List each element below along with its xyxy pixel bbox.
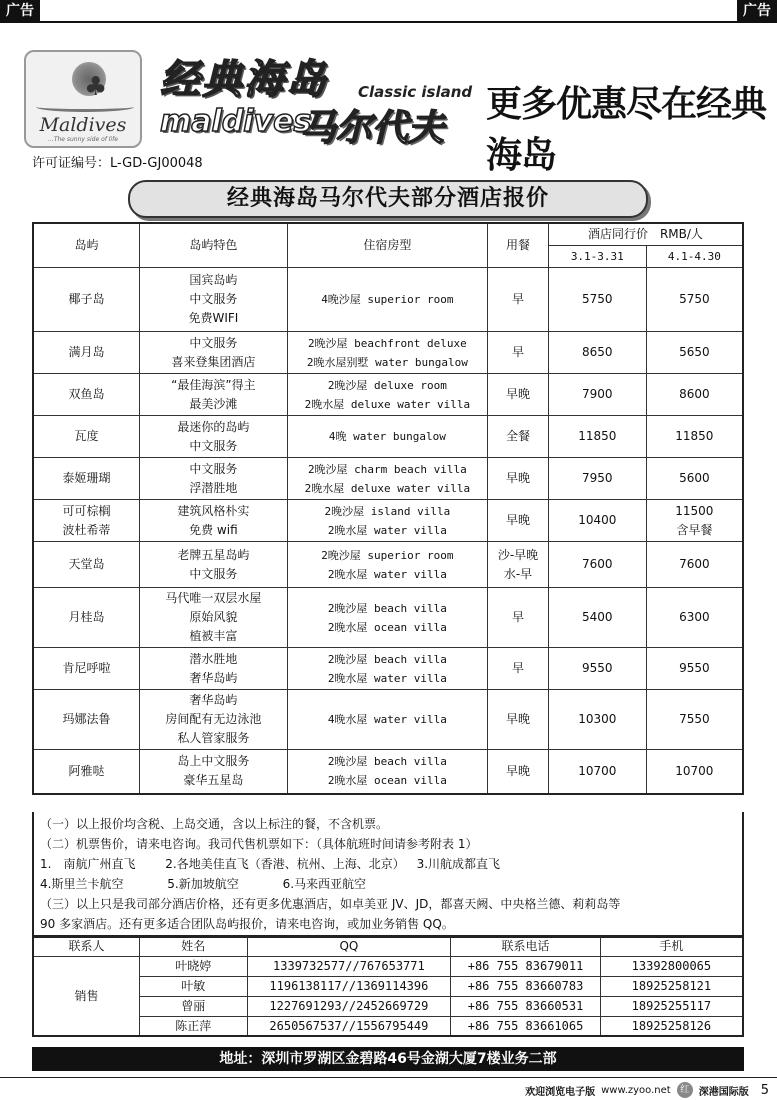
feature-cell-line: 植被丰富 xyxy=(189,629,238,643)
price-period-1-cell xyxy=(548,588,646,648)
license-number: 许可证编号：L-GD-GJ00048 xyxy=(32,156,203,171)
room-cell xyxy=(287,268,487,332)
price-period-1-cell-line: 5400 xyxy=(582,610,613,624)
room-cell-line: 4晚水屋 water villa xyxy=(327,713,447,726)
brand-name-en: maldives xyxy=(160,104,312,139)
price-period-2-cell-line: 含早餐 xyxy=(676,522,713,537)
price-period-1-cell-line: 10400 xyxy=(578,513,617,527)
contact-mobile-cell: 18925255117 xyxy=(600,996,743,1016)
page-number: 5 xyxy=(760,1082,769,1098)
meal-cell xyxy=(488,690,549,750)
meal-cell-line: 早晚 xyxy=(506,763,531,778)
price-period-2-cell-line: 8600 xyxy=(679,387,710,401)
price-period-1-cell xyxy=(548,268,646,332)
room-cell xyxy=(287,542,487,588)
price-period-2-cell xyxy=(646,648,743,690)
meal-cell-line: 沙-早晚 xyxy=(497,547,539,562)
price-period-2-cell-line: 5650 xyxy=(679,345,710,359)
island-cell xyxy=(33,332,140,374)
note-3a: （三）以上只是我司部分酒店价格，还有更多优惠酒店，如卓美亚 JV、JD，都喜天阙、中央格兰德、莉莉岛等 xyxy=(40,897,621,911)
header-meal: 用餐 xyxy=(488,223,549,268)
header-room: 住宿房型 xyxy=(287,223,487,268)
island-cell-line: 泰姬珊瑚 xyxy=(62,471,111,485)
price-period-1-cell-line: 10300 xyxy=(578,712,617,726)
flight-list-2 xyxy=(40,874,736,894)
room-cell-line: 2晚水屋 water villa xyxy=(327,671,447,685)
meal-cell xyxy=(488,268,549,332)
price-period-1-cell-line: 5750 xyxy=(582,292,613,306)
logo-tagline: ...The sunny side of life xyxy=(48,136,118,143)
price-period-2-cell xyxy=(646,268,743,332)
page-footer xyxy=(525,1082,769,1098)
room-cell-line: 2晚水屋 deluxe water villa xyxy=(304,397,471,411)
note-2: （二）机票售价，请来电咨询。我司代售机票如下：（具体航班时间请参考附表 1） xyxy=(40,837,478,851)
room-cell-line: 2晚水屋别墅 water bungalow xyxy=(306,355,468,369)
feature-cell-line: 免费 wifi xyxy=(189,522,238,537)
feature-cell-line: 浮潜胜地 xyxy=(189,480,238,495)
feature-cell xyxy=(140,268,288,332)
room-cell-line: 2晚水屋 ocean villa xyxy=(327,774,447,788)
hotel-row xyxy=(33,690,743,750)
price-period-2-cell xyxy=(646,458,743,500)
price-period-1-cell-line: 10700 xyxy=(578,763,617,778)
meal-cell xyxy=(488,332,549,374)
feature-cell-line: 岛上中文服务 xyxy=(177,754,250,769)
room-cell-line: 2晚沙屋 island villa xyxy=(324,504,451,518)
price-period-2-cell xyxy=(646,374,743,416)
contact-mobile-cell: 13392800065 xyxy=(600,956,743,976)
feature-cell xyxy=(140,416,288,458)
page-title: 经典海岛马尔代夫部分酒店报价 xyxy=(128,180,648,218)
room-cell xyxy=(287,416,487,458)
room-cell xyxy=(287,458,487,500)
slogan: 更多优惠尽在经典海岛 xyxy=(486,84,767,176)
island-cell xyxy=(33,690,140,750)
island-cell-line: 阿雅哒 xyxy=(68,763,105,778)
price-period-2-cell-line: 5600 xyxy=(679,471,710,485)
flight-list-1 xyxy=(40,854,736,874)
meal-cell-line: 早晚 xyxy=(506,387,531,401)
room-cell-line: 2晚沙屋 beach villa xyxy=(327,601,447,615)
price-period-1-cell-line: 11850 xyxy=(578,429,617,443)
maldives-logo xyxy=(24,50,142,148)
price-period-2-cell-line: 7600 xyxy=(679,557,710,571)
brand-name-cn: 经典海岛 xyxy=(160,57,328,103)
feature-cell-line: 喜来登集团酒店 xyxy=(171,354,256,369)
feature-cell-line: 豪华五星岛 xyxy=(183,773,244,788)
flight-item: 4.斯里兰卡航空 xyxy=(40,877,124,891)
island-cell xyxy=(33,588,140,648)
hotel-row xyxy=(33,648,743,690)
feature-cell-line: 奢华岛屿 xyxy=(189,670,238,685)
island-cell-line: 双鱼岛 xyxy=(68,387,105,401)
hotel-row xyxy=(33,374,743,416)
price-period-1-cell xyxy=(548,500,646,542)
island-cell xyxy=(33,458,140,500)
header-period-1: 3.1-3.31 xyxy=(548,246,646,268)
price-period-2-cell xyxy=(646,542,743,588)
price-period-1-cell xyxy=(548,690,646,750)
meal-cell-line: 早 xyxy=(512,610,525,624)
notes-section xyxy=(32,812,744,938)
flight-item: 5.新加坡航空 xyxy=(167,877,239,891)
price-period-1-cell xyxy=(548,416,646,458)
header-contact-qq: QQ xyxy=(247,936,451,956)
room-cell-line: 2晚沙屋 beach villa xyxy=(327,652,447,666)
island-cell-line: 肯尼呼啦 xyxy=(62,661,111,675)
feature-cell-line: 老牌五星岛屿 xyxy=(177,547,250,562)
feature-cell-line: 中文服务 xyxy=(189,438,238,453)
meal-cell-line: 早 xyxy=(512,292,525,306)
island-cell xyxy=(33,416,140,458)
meal-cell xyxy=(488,542,549,588)
hotel-row xyxy=(33,542,743,588)
price-period-2-cell-line: 9550 xyxy=(679,661,710,675)
price-period-2-cell-line: 6300 xyxy=(679,610,710,624)
price-period-1-cell xyxy=(548,458,646,500)
feature-cell xyxy=(140,690,288,750)
feature-cell-line: 最迷你的岛屿 xyxy=(177,419,250,434)
feature-cell-line: 最美沙滩 xyxy=(189,396,238,411)
room-cell xyxy=(287,374,487,416)
contact-name-cell: 叶敏 xyxy=(140,976,248,996)
feature-cell-line: 中文服务 xyxy=(189,335,238,350)
price-period-2-cell-line: 10700 xyxy=(675,763,714,778)
price-period-1-cell xyxy=(548,648,646,690)
price-period-1-cell-line: 7600 xyxy=(582,557,613,571)
feature-cell xyxy=(140,458,288,500)
contact-qq-cell: 2650567537//1556795449 xyxy=(247,1016,451,1036)
contact-phone-cell: +86 755 83660783 xyxy=(451,976,601,996)
contact-role-cell: 销售 xyxy=(33,956,140,1036)
price-period-2-cell xyxy=(646,588,743,648)
island-cell xyxy=(33,542,140,588)
contact-row xyxy=(33,1016,743,1036)
meal-cell xyxy=(488,648,549,690)
price-period-2-cell-line: 7550 xyxy=(679,712,710,726)
room-cell xyxy=(287,690,487,750)
island-cell xyxy=(33,648,140,690)
flight-item: 3.川航成都直飞 xyxy=(416,857,501,871)
price-period-2-cell xyxy=(646,332,743,374)
meal-cell xyxy=(488,588,549,648)
price-period-2-cell-line: 11850 xyxy=(675,429,714,443)
contact-row xyxy=(33,956,743,976)
price-period-2-cell xyxy=(646,750,743,794)
contact-qq-cell: 1227691293//2452669729 xyxy=(247,996,451,1016)
room-cell-line: 2晚沙屋 deluxe room xyxy=(327,378,447,392)
logo-text: Maldives xyxy=(39,114,127,136)
price-period-2-cell-line: 5750 xyxy=(679,292,710,306)
contact-name-cell: 陈正萍 xyxy=(140,1016,248,1036)
header-contact-name: 姓名 xyxy=(140,936,248,956)
footer-website-link[interactable]: www.zyoo.net xyxy=(601,1084,671,1096)
brand-destination-cn: 马尔代夫 xyxy=(300,108,445,149)
meal-cell xyxy=(488,458,549,500)
header-price: 酒店同行价 RMB/人 xyxy=(548,223,743,246)
wave-icon xyxy=(36,102,134,112)
island-cell xyxy=(33,374,140,416)
hotel-price-table xyxy=(32,222,744,795)
hotel-row xyxy=(33,458,743,500)
island-cell-line: 波杜希蒂 xyxy=(62,522,111,537)
flight-item: 1. 南航广州直飞 xyxy=(40,857,136,871)
feature-cell xyxy=(140,500,288,542)
room-cell-line: 2晚沙屋 beachfront deluxe xyxy=(307,336,467,350)
contact-phone-cell: +86 755 83661065 xyxy=(451,1016,601,1036)
contact-phone-cell: +86 755 83660531 xyxy=(451,996,601,1016)
room-cell xyxy=(287,750,487,794)
hotel-row xyxy=(33,500,743,542)
hotel-row xyxy=(33,416,743,458)
room-cell xyxy=(287,648,487,690)
contact-name-cell: 曾丽 xyxy=(140,996,248,1016)
feature-cell-line: 中文服务 xyxy=(189,292,238,306)
price-period-1-cell-line: 8650 xyxy=(582,345,613,359)
island-cell-line: 瓦度 xyxy=(74,429,99,443)
room-cell-line: 2晚水屋 water villa xyxy=(327,567,447,581)
room-cell-line: 2晚水屋 ocean villa xyxy=(327,620,447,634)
island-cell xyxy=(33,750,140,794)
feature-cell-line: 中文服务 xyxy=(189,461,238,476)
island-cell-line: 玛娜法鲁 xyxy=(62,712,111,726)
feature-cell-line: 潜水胜地 xyxy=(189,651,238,666)
hotel-row xyxy=(33,750,743,794)
header-island: 岛屿 xyxy=(33,223,140,268)
header-contact-phone: 联系电话 xyxy=(451,936,601,956)
island-cell xyxy=(33,268,140,332)
contact-mobile-cell: 18925258126 xyxy=(600,1016,743,1036)
meal-cell xyxy=(488,500,549,542)
price-period-1-cell-line: 7950 xyxy=(582,471,613,485)
flight-item: 2.各地美佳直飞（香港、杭州、上海、北京） xyxy=(165,857,405,871)
room-cell xyxy=(287,500,487,542)
header-contact-mobile: 手机 xyxy=(600,936,743,956)
feature-cell-line: 国宾岛屿 xyxy=(189,273,238,287)
feature-cell-line: 免费WIFI xyxy=(188,311,239,325)
price-period-2-cell xyxy=(646,500,743,542)
feature-cell xyxy=(140,750,288,794)
room-cell-line: 4晚 water bungalow xyxy=(328,430,446,443)
price-period-1-cell xyxy=(548,750,646,794)
island-cell-line: 满月岛 xyxy=(68,345,105,359)
meal-cell-line: 早晚 xyxy=(506,712,531,726)
footer-browse-text: 欢迎浏览电子版 xyxy=(525,1086,596,1098)
header-feature: 岛屿特色 xyxy=(140,223,288,268)
price-period-1-cell xyxy=(548,374,646,416)
price-table-body xyxy=(33,268,743,794)
header-contact-role: 联系人 xyxy=(33,936,140,956)
feature-cell-line: “最佳海滨”得主 xyxy=(171,377,256,392)
feature-cell-line: 原始风貌 xyxy=(189,610,238,624)
island-cell-line: 椰子岛 xyxy=(68,292,105,306)
contact-qq-cell: 1339732577//767653771 xyxy=(247,956,451,976)
contact-table xyxy=(32,935,744,1037)
price-period-2-cell-line: 11500 xyxy=(675,503,714,518)
island-cell-line: 可可棕榈 xyxy=(62,503,111,518)
meal-cell xyxy=(488,750,549,794)
room-cell xyxy=(287,588,487,648)
contact-row xyxy=(33,976,743,996)
room-cell-line: 2晚水屋 deluxe water villa xyxy=(304,481,471,495)
brand-name-en-small: Classic island xyxy=(358,83,473,101)
feature-cell xyxy=(140,332,288,374)
price-period-1-cell-line: 7900 xyxy=(582,387,613,401)
feature-cell xyxy=(140,648,288,690)
ad-label-left: 广告 xyxy=(0,0,40,22)
feature-cell-line: 马代唯一双层水屋 xyxy=(165,591,262,605)
feature-cell-line: 中文服务 xyxy=(189,566,238,581)
price-period-1-cell xyxy=(548,542,646,588)
room-cell-line: 2晚沙屋 beach villa xyxy=(327,755,447,769)
publication-badge-icon: 红 xyxy=(677,1082,693,1098)
feature-cell xyxy=(140,542,288,588)
room-cell-line: 2晚沙屋 superior room xyxy=(321,548,454,562)
meal-cell-line: 水-早 xyxy=(503,566,533,581)
island-cell xyxy=(33,500,140,542)
room-cell xyxy=(287,332,487,374)
contact-table-body xyxy=(33,956,743,1036)
island-cell-line: 天堂岛 xyxy=(68,557,105,571)
meal-cell-line: 早晚 xyxy=(506,471,531,485)
feature-cell-line: 私人管家服务 xyxy=(177,731,250,745)
room-cell-line: 2晚水屋 water villa xyxy=(327,523,447,537)
feature-cell-line: 房间配有无边泳池 xyxy=(165,712,262,726)
note-1: （一）以上报价均含税、上岛交通，含以上标注的餐，不含机票。 xyxy=(40,817,389,831)
meal-cell-line: 早晚 xyxy=(506,513,531,527)
room-cell-line: 4晚沙屋 superior room xyxy=(321,293,454,306)
contact-name-cell: 叶晓婷 xyxy=(140,956,248,976)
flight-item: 6.马来西亚航空 xyxy=(282,877,367,891)
feature-cell-line: 建筑风格朴实 xyxy=(177,503,250,518)
feature-cell xyxy=(140,374,288,416)
contact-row xyxy=(33,996,743,1016)
hotel-row xyxy=(33,588,743,648)
feature-cell-line: 奢华岛屿 xyxy=(189,693,238,707)
ad-label-right: 广告 xyxy=(737,0,777,22)
meal-cell-line: 全餐 xyxy=(506,429,531,443)
footer-divider xyxy=(0,1077,777,1078)
island-cell-line: 月桂岛 xyxy=(68,610,105,624)
header-period-2: 4.1-4.30 xyxy=(646,246,743,268)
price-period-2-cell xyxy=(646,690,743,750)
price-period-2-cell xyxy=(646,416,743,458)
price-period-1-cell-line: 9550 xyxy=(582,661,613,675)
meal-cell-line: 早 xyxy=(512,345,525,359)
contact-qq-cell: 1196138117//1369114396 xyxy=(247,976,451,996)
room-cell-line: 2晚沙屋 charm beach villa xyxy=(307,462,467,476)
feature-cell xyxy=(140,588,288,648)
meal-cell xyxy=(488,416,549,458)
company-address: 地址：深圳市罗湖区金碧路46号金湖大厦7楼业务二部 xyxy=(32,1047,744,1071)
hotel-row xyxy=(33,332,743,374)
footer-edition: 深港国际版 xyxy=(698,1086,749,1098)
price-period-1-cell xyxy=(548,332,646,374)
hotel-row xyxy=(33,268,743,332)
top-divider xyxy=(0,21,777,23)
contact-phone-cell: +86 755 83679011 xyxy=(451,956,601,976)
palm-tree-icon: ♣ xyxy=(84,72,108,102)
contact-mobile-cell: 18925258121 xyxy=(600,976,743,996)
meal-cell-line: 早 xyxy=(512,661,525,675)
meal-cell xyxy=(488,374,549,416)
note-3b: 90 多家酒店。还有更多适合团队岛屿报价，请来电咨询，或加业务销售 QQ。 xyxy=(40,917,454,931)
